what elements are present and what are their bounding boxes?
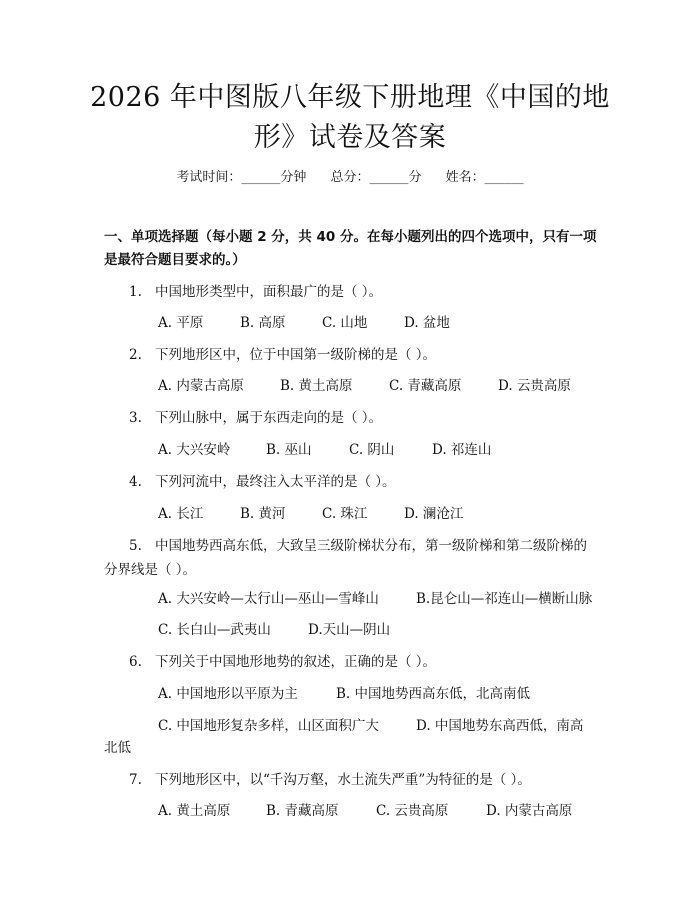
section-heading-line-2: 是最符合题目要求的。） [104,252,246,268]
question-text: 下列地形区中，位于中国第一级阶梯的是（ ）。 [155,347,437,363]
option-c: C. 中国地形复杂多样，山区面积广大 [158,718,379,734]
option-b: B.昆仑山—祁连山—横断山脉 [416,591,593,607]
option-c: C. 阴山 [349,442,395,458]
option-a: A. 长江 [158,506,204,522]
question-number: 5. [129,538,142,554]
question-number: 3. [129,410,142,426]
option-b: B. 高原 [240,315,286,331]
question-5-options-row-2 [158,620,390,640]
option-b: B. 中国地势西高东低，北高南低 [336,686,531,702]
option-a: A. 平原 [158,315,204,331]
question-2-options [158,376,571,396]
option-c: C. 云贵高原 [376,803,449,819]
option-d: D. 祁连山 [432,442,492,458]
section-heading-line-1: 一、单项选择题（每小题 2 分，共 40 分。在每小题列出的四个选项中，只有一项 [104,229,597,245]
question-3 [104,408,604,428]
exam-meta [0,168,700,188]
question-7-options [158,801,572,821]
option-a: A. 大兴安岭—太行山—巫山—雪峰山 [158,591,379,607]
question-text-line-1: 中国地势西高东低，大致呈三级阶梯状分布，第一级阶梯和第二级阶梯的 [155,538,587,554]
question-5 [104,536,604,580]
question-text: 中国地形类型中，面积最广的是（ ）。 [155,284,383,300]
option-c: C. 山地 [322,315,368,331]
question-6-option-d-wrap: 北低 [104,740,131,756]
question-number: 4. [129,474,142,490]
exam-time-field: 考试时间：______分钟 [176,170,307,185]
option-b: B. 青藏高原 [266,803,339,819]
question-number: 7. [129,772,142,788]
question-5-options-row-1 [158,589,592,609]
option-b: B. 黄河 [240,506,286,522]
section-heading [104,226,604,272]
title-line-2: 形》试卷及答案 [253,122,447,153]
option-b: B. 黄土高原 [280,378,353,394]
question-1 [104,282,604,302]
title-line-1: 2026 年中图版八年级下册地理《中国的地 [90,82,610,113]
exam-score-field: 总分：______分 [330,170,422,185]
option-a: A. 中国地形以平原为主 [158,686,298,702]
option-c: C. 青藏高原 [389,378,462,394]
option-d: D. 云贵高原 [498,378,571,394]
question-2 [104,345,604,365]
option-b: B. 巫山 [266,442,312,458]
question-text: 下列河流中，最终注入太平洋的是（ ）。 [155,474,396,490]
question-4 [104,472,604,492]
option-a: A. 黄土高原 [158,803,231,819]
question-6 [104,652,604,672]
question-text: 下列关于中国地形地势的叙述，正确的是（ ）。 [155,654,437,670]
question-number: 1. [129,284,142,300]
question-text: 下列山脉中，属于东西走向的是（ ）。 [155,410,383,426]
option-d: D. 澜沧江 [404,506,464,522]
option-d: D. 盆地 [404,315,450,331]
question-3-options [158,440,491,460]
exam-title [0,78,700,158]
option-c: C. 珠江 [322,506,368,522]
question-6-options-row-2 [158,716,583,736]
option-d: D. 内蒙古高原 [486,803,573,819]
option-a: A. 大兴安岭 [158,442,231,458]
question-number: 6. [129,654,142,670]
question-6-options-row-1 [158,684,530,704]
question-text: 下列地形区中，以“千沟万壑，水土流失严重”为特征的是（ ）。 [155,772,531,788]
exam-name-field: 姓名：______ [445,170,524,185]
option-d: D.天山—阴山 [308,622,391,638]
option-c: C. 长白山—武夷山 [158,622,271,638]
question-number: 2. [129,347,142,363]
option-a: A. 内蒙古高原 [158,378,244,394]
question-text-line-2: 分界线是（ ）。 [104,562,197,578]
question-7 [104,770,604,790]
question-4-options [158,504,463,524]
question-1-options [158,313,450,333]
option-d: D. 中国地势东高西低，南高 [416,718,584,734]
